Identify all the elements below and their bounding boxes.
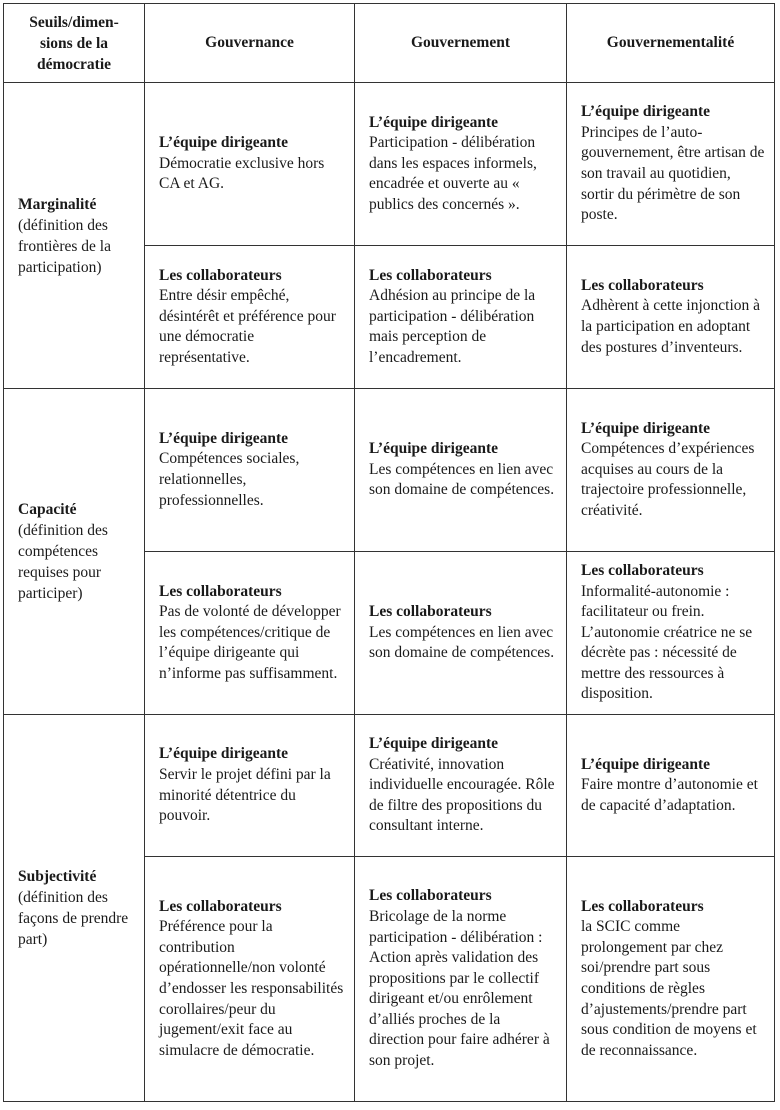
dimension-detail: (définition des façons de prendre part) bbox=[18, 889, 129, 948]
cell-role: Les collaborateurs bbox=[369, 603, 492, 621]
cell-text: Les compétences en lien avec son domaine de compétences. bbox=[369, 623, 555, 662]
cell-gouvernement bbox=[355, 246, 567, 389]
cell-gouvernement bbox=[355, 857, 567, 1102]
dimension-detail: (définition des compétences requises pour participer) bbox=[18, 522, 108, 602]
header-dimensions-line-1: Seuils/dimen- bbox=[29, 13, 119, 31]
cell-role: Les collaborateurs bbox=[581, 276, 704, 294]
cell-text: la SCIC comme prolongement par chez soi/prendre part sous conditions de règles d’ajustements/prendre part sous condition de moyens et de reconnaissance. bbox=[581, 918, 757, 1059]
header-dimensions-line-3: démocratie bbox=[36, 55, 112, 73]
cell-text: Entre désir empêché, désintérêt et préférence pour une démocratie représentative. bbox=[159, 287, 336, 366]
table-row bbox=[4, 389, 775, 552]
cell-role: Les collaborateurs bbox=[159, 582, 282, 600]
header-row bbox=[4, 4, 775, 83]
cell-role: L’équipe dirigeante bbox=[581, 103, 711, 121]
cell-text: Servir le projet défini par la minorité détentrice du pouvoir. bbox=[159, 765, 331, 825]
cell-gouvernementalite bbox=[567, 552, 775, 715]
cell-text: Adhésion au principe de la participation - délibération mais perception de l’encadrement. bbox=[369, 287, 536, 366]
cell-text: Créativité, innovation individuelle encouragée. Rôle de filtre des propositions du consultant interne. bbox=[369, 755, 555, 835]
cell-text: Adhèrent à cette injonction à la participation en adoptant des postures d’inventeurs. bbox=[581, 297, 761, 356]
cell-role: L’équipe dirigeante bbox=[369, 113, 499, 131]
cell-gouvernance bbox=[145, 246, 355, 389]
cell-role: L’équipe dirigeante bbox=[159, 745, 289, 763]
cell-role: Les collaborateurs bbox=[369, 887, 492, 905]
header-dimensions bbox=[4, 4, 145, 83]
cell-text: Participation - délibération dans les espaces informels, encadrée et ouverte au « publics des concernés ». bbox=[369, 134, 537, 213]
header-gouvernance: Gouvernance bbox=[145, 4, 355, 83]
dimension-title: Marginalité bbox=[18, 195, 97, 213]
cell-gouvernementalite bbox=[567, 715, 775, 857]
cell-gouvernance bbox=[145, 552, 355, 715]
cell-role: Les collaborateurs bbox=[159, 897, 282, 915]
cell-text: Faire montre d’autonomie et de capacité d’adaptation. bbox=[581, 776, 758, 814]
dimension-title: Subjectivité bbox=[18, 868, 97, 885]
cell-text: Bricolage de la norme participation - délibération : Action après validation des propositions par le collectif dirigeant et/ou enrôlement d’alliés proches de la direction pour faire adhérer à son projet. bbox=[369, 907, 550, 1070]
cell-role: L’équipe dirigeante bbox=[159, 429, 289, 447]
cell-gouvernement bbox=[355, 715, 567, 857]
header-gouvernementalite: Gouvernementalité bbox=[567, 4, 775, 83]
cell-gouvernance bbox=[145, 389, 355, 552]
cell-gouvernement bbox=[355, 83, 567, 246]
table-row bbox=[4, 83, 775, 246]
cell-gouvernance bbox=[145, 715, 355, 857]
cell-role: Les collaborateurs bbox=[581, 561, 704, 579]
dimension-title: Capacité bbox=[18, 501, 77, 518]
dimension-detail: (définition des frontières de la participation) bbox=[18, 216, 111, 276]
cell-role: L’équipe dirigeante bbox=[369, 735, 499, 753]
cell-text: Les compétences en lien avec son domaine de compétences. bbox=[369, 460, 555, 499]
cell-gouvernement bbox=[355, 389, 567, 552]
cell-gouvernance bbox=[145, 83, 355, 246]
header-dimensions-line-2: sions de la bbox=[39, 34, 109, 52]
table-row bbox=[4, 715, 775, 857]
cell-gouvernance bbox=[145, 857, 355, 1102]
cell-text: Informalité-autonomie : facilitateur ou frein. L’autonomie créatrice ne se décrète pas : nécessité de mettre des ressources à disposition. bbox=[581, 582, 753, 703]
cell-text: Démocratie exclusive hors CA et AG. bbox=[159, 154, 325, 193]
cell-role: L’équipe dirigeante bbox=[369, 440, 499, 458]
cell-gouvernementalite bbox=[567, 389, 775, 552]
cell-role: Les collaborateurs bbox=[581, 897, 704, 915]
cell-text: Principes de l’auto-gouvernement, être artisan de son travail au quotidien, sortir du périmètre de son poste. bbox=[581, 123, 765, 224]
cell-text: Compétences d’expériences acquises au cours de la trajectoire professionnelle, créativité. bbox=[581, 440, 755, 519]
cell-role: Les collaborateurs bbox=[369, 266, 492, 284]
dimension-cell-marginalite bbox=[4, 83, 145, 389]
cell-role: Les collaborateurs bbox=[159, 266, 282, 284]
cell-gouvernementalite bbox=[567, 857, 775, 1102]
cell-role: L’équipe dirigeante bbox=[581, 419, 711, 437]
democracy-thresholds-table bbox=[3, 3, 775, 1102]
header-gouvernement: Gouvernement bbox=[355, 4, 567, 83]
cell-role: L’équipe dirigeante bbox=[581, 755, 711, 773]
cell-role: L’équipe dirigeante bbox=[159, 134, 289, 152]
cell-text: Compétences sociales, relationnelles, professionnelles. bbox=[159, 450, 300, 509]
cell-gouvernementalite bbox=[567, 83, 775, 246]
cell-text: Pas de volonté de développer les compétences/critique de l’équipe dirigeante qui n’informe pas suffisamment. bbox=[159, 603, 341, 682]
dimension-cell-subjectivite bbox=[4, 715, 145, 1102]
cell-text: Préférence pour la contribution opérationnelle/non volonté d’endosser les responsabilités corollaires/peur du jugement/exit face au simulacre de démocratie. bbox=[159, 918, 344, 1059]
dimension-cell-capacite bbox=[4, 389, 145, 715]
cell-gouvernementalite bbox=[567, 246, 775, 389]
cell-gouvernement bbox=[355, 552, 567, 715]
